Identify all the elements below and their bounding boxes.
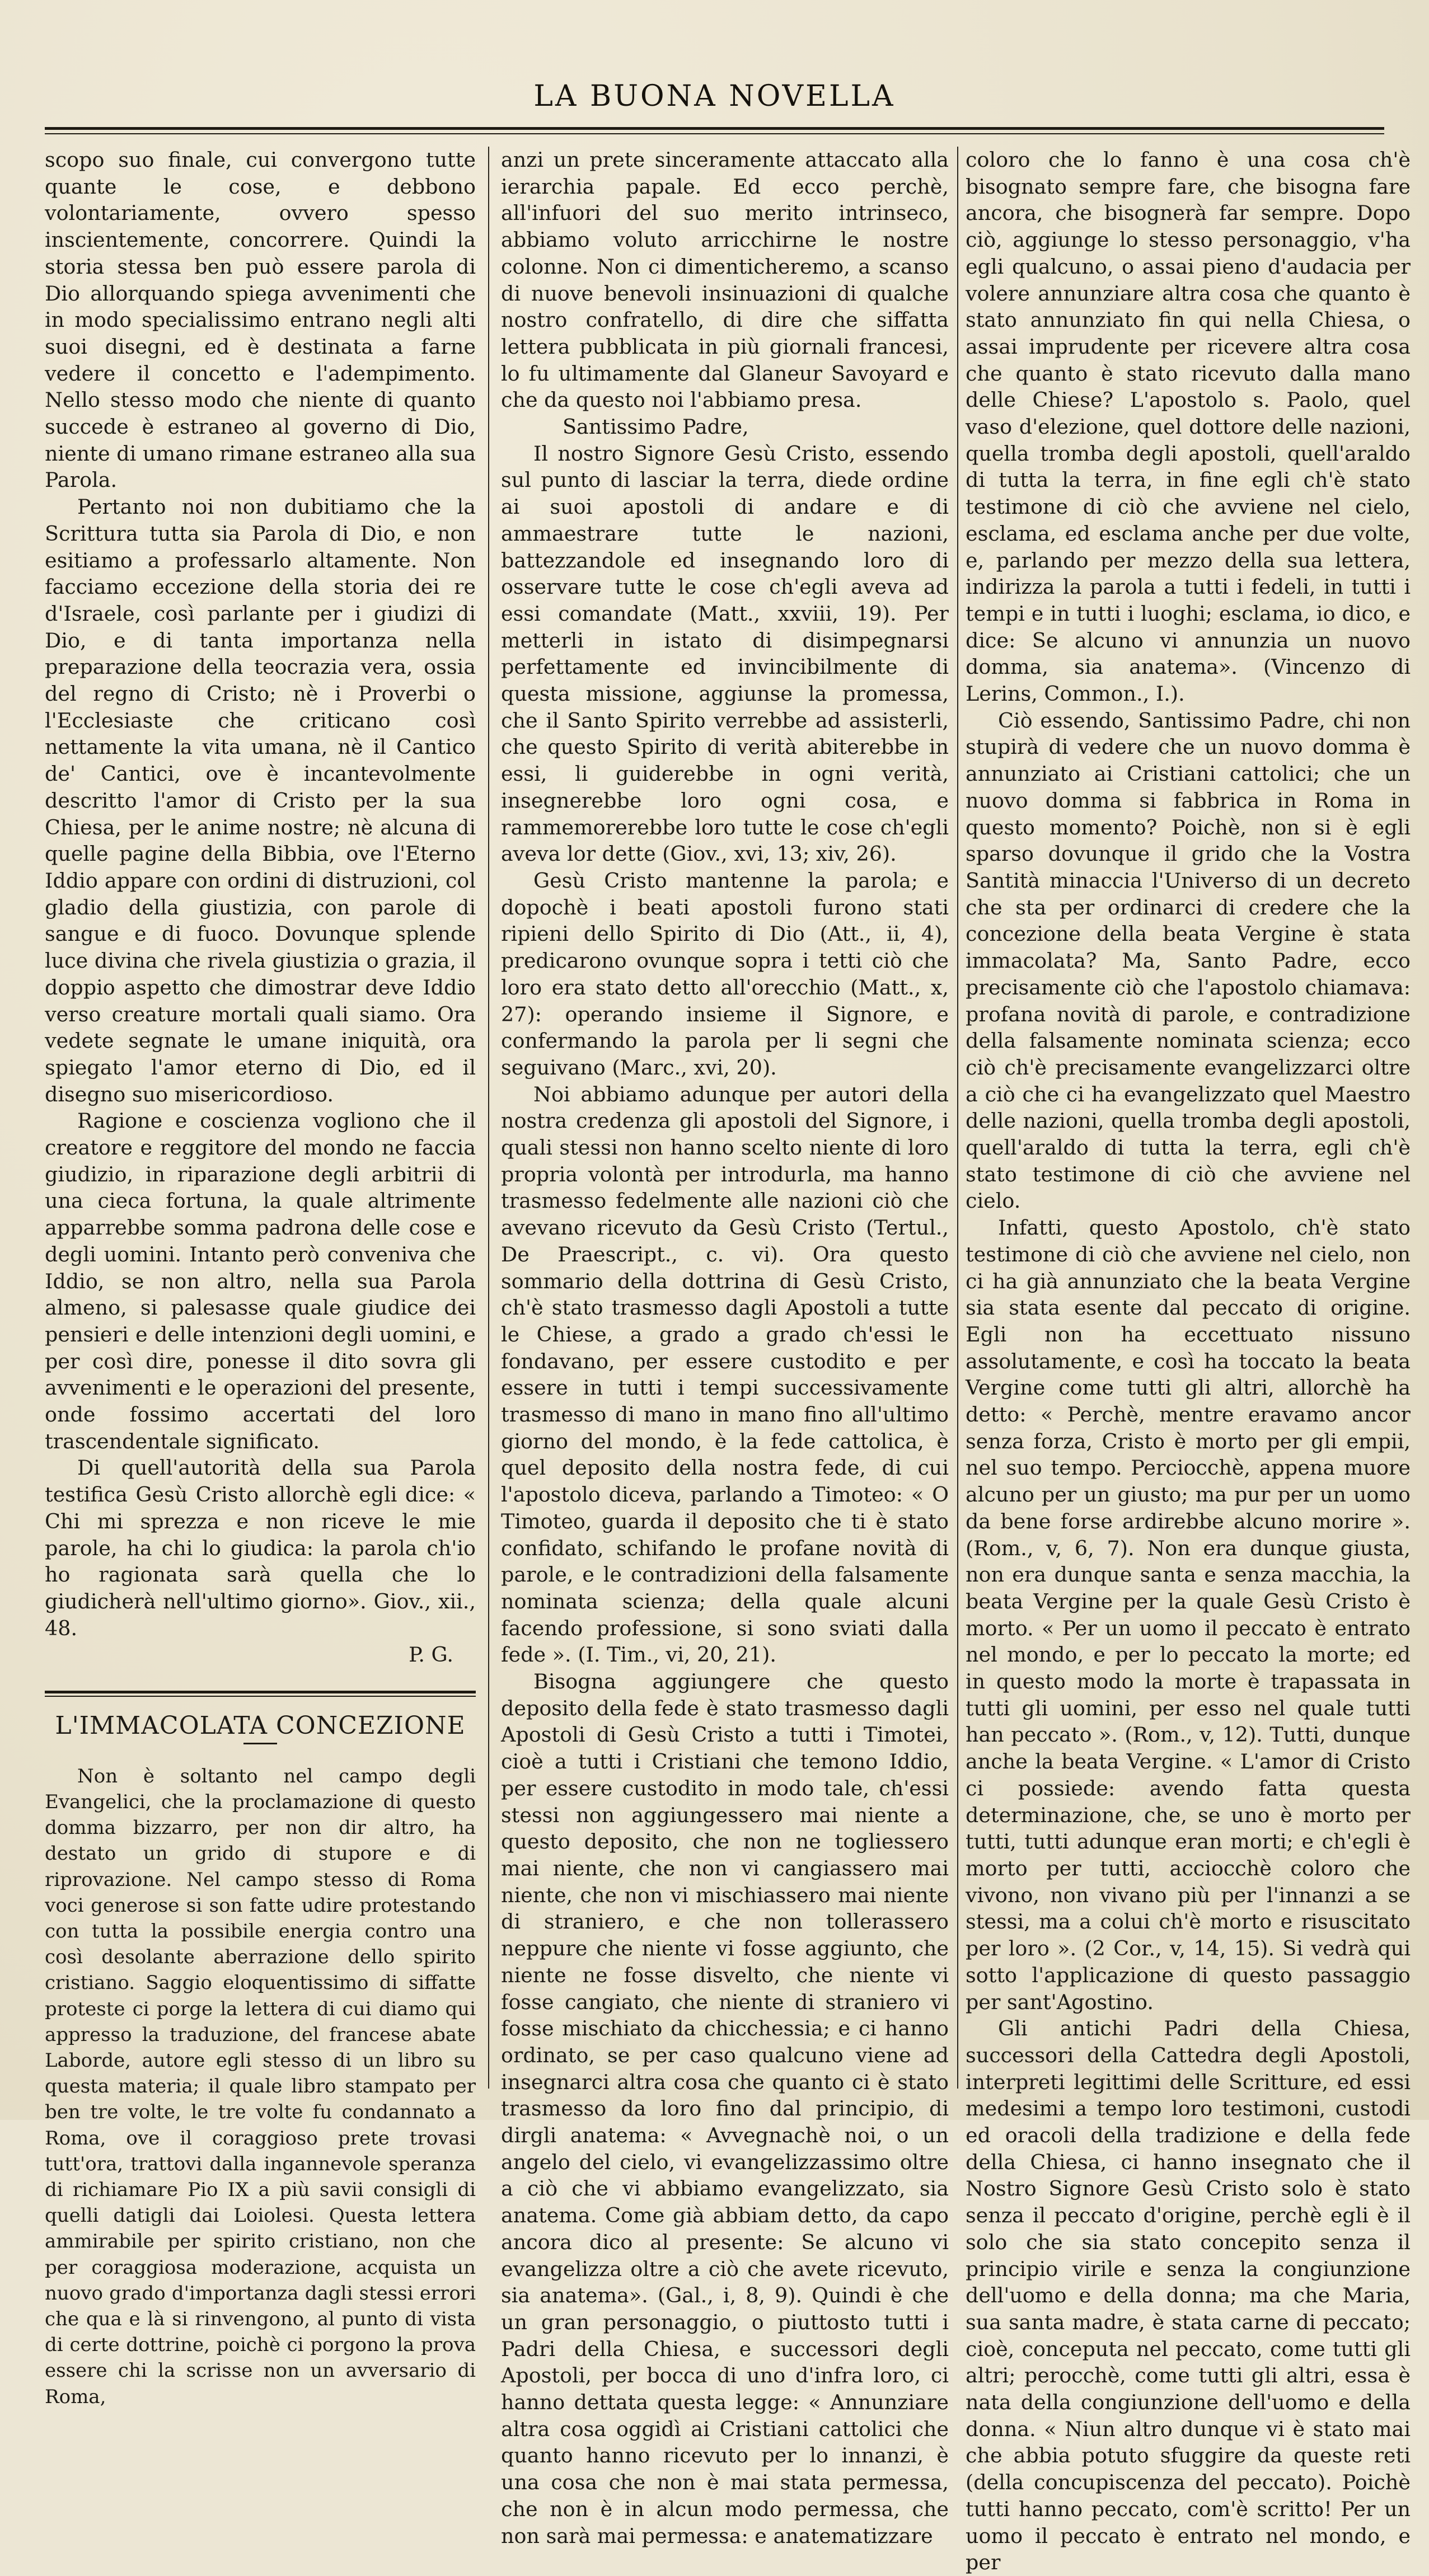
paragraph: anzi un prete sinceramente attaccato alla ierarchia papale. Ed ecco perchè, all'infuori del suo merito intrinseco, abbiamo voluto arricchirne le nostre colonne. Non ci dimenticheremo, a scanso di nuove benevoli insinuazioni di qualche nostro confratello, di dire che siffatta lettera pubblicata in più giornali francesi, lo fu ultimamente dal Glaneur Savoyard e che da questo noi l'abbiamo presa. — [501, 148, 949, 412]
header-rule-thin — [45, 133, 1384, 134]
paragraph: Bisogna aggiungere che questo deposito della fede è stato trasmesso dagli Apostoli di Gesù Cristo a tutti i Timotei, cioè a tutti i Cristiani che temono Iddio, per essere custodito in modo tale, ch'essi stessi non aggiungessero mai niente a questo deposito, che non ne togliessero mai niente, che non vi cangiassero mai niente, che non vi mischiassero mai niente di straniero, e che non tollerassero neppure che niente vi fosse aggiunto, che niente ne fosse disvelto, che niente vi fosse cangiato, che niente di straniero vi fosse mischiato da chicchessia; e ci hanno ordinato, se per caso qualcuno viene ad insegnarci altra cosa che quanto ci è stato trasmesso da loro fino dal principio, di dirgli anatema: « Avvegnachè noi, o un angelo del cielo, vi evangelizzassimo oltre a ciò che vi abbiamo evangelizzato, sia anatema. Come già abbiam detto, da capo ancora dico al presente: Se alcuno vi evangelizza oltre a ciò che avete ricevuto, sia anatema». (Gal., i, 8, 9). Quindi è che un gran personaggio, o piuttosto tutti i Padri della Chiesa, e successori degli Apostoli, per bocca di uno d'infra loro, ci hanno dettata questa legge: « Annunziare altra cosa oggidì ai Cristiani cattolici che quanto hanno ricevuto per lo innanzi, è una cosa che non è mai stata permessa, che non è in alcun modo permessa, che non sarà mai permessa: e anatematizzare — [501, 1669, 949, 2548]
paragraph: Di quell'autorità della sua Parola testifica Gesù Cristo allorchè egli dice: « Chi mi sprezza e non riceve le mie parole, ha chi lo giudica: la parola ch'io ho ragionata sarà quella che lo giudicherà nell'ultimo giorno». Giov., xii., 48. — [45, 1456, 476, 1640]
column-divider — [957, 147, 958, 2089]
column-divider — [488, 147, 489, 2089]
paragraph: Noi abbiamo adunque per autori della nostra credenza gli apostoli del Signore, i quali stessi non hanno scelto niente di loro propria volontà per introdurla, ma hanno trasmesso fedelmente alle nazioni ciò che avevano ricevuto da Gesù Cristo (Tertul., De Praescript., c. vi). Ora questo sommario della dottrina di Gesù Cristo, ch'è stato trasmesso dagli Apostoli a tutte le Chiese, a grado a grado ch'essi le fondavano, per essere custodito e per essere in tutti i tempi successivamente trasmesso di mano in mano fino all'ultimo giorno del mondo, è la fede cattolica, è quel deposito della nostra fede, di cui l'apostolo diceva, parlando a Timoteo: « O Timoteo, guarda il deposito che ti è stato confidato, schifando le profane novità di parole, e le contradizioni della falsamente nominata scienza; della quale alcuni facendo professione, si sono sviati dalla fede ». (I. Tim., vi, 20, 21). — [501, 1082, 949, 1667]
page-title: LA BUONA NOVELLA — [533, 79, 896, 113]
paragraph: Ciò essendo, Santissimo Padre, chi non stupirà di vedere che un nuovo domma è annunziato ai Cristiani cattolici; che un nuovo domma si fabbrica in Roma in questo momento? Poichè, non si è egli sparso dovunque il grido che la Vostra Santità minaccia l'Universo di un decreto che sta per ordinarci di credere che la concezione della beata Vergine è stata immacolata? Ma, Santo Padre, ecco precisamente ciò che l'apostolo chiamava: profana novità di parole, e contradizione della falsamente nominata scienza; ecco ciò ch'è precisamente evangelizzarci oltre a ciò che ci ha evangelizzato quel Maestro delle nazioni, quella tromba degli apostoli, quell'araldo di tutta la terra, egli ch'è stato testimone di ciò che avviene nel cielo. — [966, 708, 1411, 1213]
column-1 — [45, 147, 476, 2408]
section-heading: L'IMMACOLATA CONCEZIONE — [55, 1711, 466, 1740]
paragraph: coloro che lo fanno è una cosa ch'è bisognato sempre fare, che bisogna fare ancora, che bisognerà far sempre. Dopo ciò, aggiunge lo stesso personaggio, v'ha egli qualcuno, o assai pieno d'audacia per volere annunziare altra cosa che quanto è stato annunziato fin qui nella Chiesa, o assai imprudente per ricevere altra cosa che quanto è stato ricevuto dalla mano delle Chiese? L'apostolo s. Paolo, quel vaso d'elezione, quel dottore delle nazioni, quella tromba degli apostoli, quell'araldo di tutta la terra, in fine egli ch'è stato testimone di ciò che avviene nel cielo, esclama, ed esclama anche per due volte, e, parlando per mezzo della sua lettera, indirizza la parola a tutti i fedeli, in tutti i tempi e in tutti i luoghi; esclama, io dico, e dice: Se alcuno vi annunzia un nuovo domma, sia anatema». (Vincenzo di Lerins, Common., I.). — [966, 148, 1411, 706]
paragraph: Il nostro Signore Gesù Cristo, essendo sul punto di lasciar la terra, diede ordine ai suoi apostoli di andare e di ammaestrare tutte le nazioni, battezzandole ed insegnando loro di osservare tutte le cose ch'egli aveva ad essi comandate (Matt., xxviii, 19). Per metterli in istato di disimpegnarsi perfettamente ed invincibilmente di questa missione, aggiunse la promessa, che il Santo Spirito verrebbe ad assisterli, che questo Spirito di verità abiterebbe in essi, li guiderebbe in ogni verità, insegnerebbe loro ogni cosa, e rammemorerebbe loro tutte le cose ch'egli aveva lor dette (Giov., xvi, 13; xiv, 26). — [501, 441, 949, 866]
paragraph: Infatti, questo Apostolo, ch'è stato testimone di ciò che avviene nel cielo, non ci ha già annunziato che la beata Vergine sia stata esente dal peccato di origine. Egli non ha eccettuato nissuno assolutamente, e così ha toccato la beata Vergine come tutti gli altri, allorchè ha detto: « Perchè, mentre eravamo ancor senza forza, Cristo è morto per gli empii, nel suo tempo. Perciocchè, appena muore alcuno per un giusto; ma pur per un uomo da bene forse ardirebbe alcuno morire ». (Rom., v, 6, 7). Non era dunque giusta, non era dunque santa e senza macchia, la beata Vergine per la quale Gesù Cristo è morto. « Per un uomo il peccato è entrato nel mondo, e per lo peccato la morte; ed in questo modo la morte è trapassata in tutti gli uomini, per esso nel quale tutti han peccato ». (Rom., v, 12). Tutti, dunque anche la beata Vergine. « L'amor di Cristo ci possiede: avendo fatta questa determinazione, che, se uno è morto per tutti, tutti adunque eran morti; e ch'egli è morto per tutti, acciocchè coloro che vivono, non vivano più per l'innanzi a se stessi, ma a colui ch'è morto e risuscitato per loro ». (2 Cor., v, 14, 15). Si vedrà qui sotto l'applicazione di questo passaggio per sant'Agostino. — [966, 1216, 1411, 2014]
paragraph: scopo suo finale, cui convergono tutte quante le cose, e debbono volontariamente, ovvero spesso inscientemente, concorrere. Quindi la storia stessa ben può essere parola di Dio allorquando spiega avvenimenti che in modo specialissimo entrano negli alti suoi disegni, ed è destinata a farne vedere il concetto e l'adempimento. Nello stesso modo che niente di quanto succede è estraneo al governo di Dio, niente di umano rimane estraneo alla sua Parola. — [45, 148, 476, 492]
section-rule — [45, 1691, 476, 1693]
paragraph: Pertanto noi non dubitiamo che la Scrittura tutta sia Parola di Dio, e non esitiamo a professarlo altamente. Non facciamo eccezione della storia dei re d'Israele, così parlante per i giudizi di Dio, e di tanta importanza nella preparazione della teocrazia vera, ossia del regno di Cristo; nè i Proverbi o l'Ecclesiaste che criticano così nettamente la vita umana, nè il Cantico de' Cantici, ove è incantevolmente descritto l'amor di Cristo per la sua Chiesa, per le anime nostre; nè alcuna di quelle pagine della Bibbia, ove l'Eterno Iddio appare con ordini di distruzioni, col gladio della giustizia, con parole di sangue e di fuoco. Dovunque splende luce divina che rivela giustizia o grazia, il doppio aspetto che dimostrar deve Iddio verso creature mortali quali siamo. Ora vedete segnate le umane iniquità, ora spiegato l'amor eterno di Dio, ed il disegno suo misericordioso. — [45, 495, 476, 1106]
paragraph: Non è soltanto nel campo degli Evangelici, che la proclamazione di questo domma bizzarro, per non dir altro, ha destato un grido di stupore e di riprovazione. Nel campo stesso di Roma voci generose si son fatte udire protestando con tutta la possibile energia contro una così desolante aberrazione dello spirito cristiano. Saggio eloquentissimo di siffatte proteste ci porge la lettera di cui diamo qui appresso la traduzione, del francese abate Laborde, autore egli stesso di un libro su questa materia; il quale libro stampato per ben tre volte, le tre volte fu condannato a Roma, ove il coraggioso prete trovasi tutt'ora, trattovi dalla ingannevole speranza di richiamare Pio IX a più savii consigli di quelli datigli dai Loiolesi. Questa lettera ammirabile per spirito cristiano, non che per coraggiosa moderazione, acquista un nuovo grado d'importanza dagli stessi errori che qua e là si rinvengono, al punto di vista di certe dottrine, poichè ci porgono la prova essere chi la scrisse non un avversario di Roma, — [45, 1765, 476, 2408]
salutation: Santissimo Padre, — [563, 415, 749, 439]
header-rule — [45, 127, 1384, 130]
paragraph: Gesù Cristo mantenne la parola; e dopochè i beati apostoli furono stati ripieni dello Spirito di Dio (Att., ii, 4), predicarono ovunque sopra i tetti ciò che loro era stato detto all'orecchio (Matt., x, 27): operando insieme il Signore, e confermando la parola per li segni che seguivano (Marc., xvi, 20). — [501, 868, 949, 1080]
paragraph: Ragione e coscienza vogliono che il creatore e reggitore del mondo ne faccia giudizio, in riparazione degli arbitrii di una cieca fortuna, la quale altrimente apparrebbe somma padrona delle cose e degli uomini. Intanto però conveniva che Iddio, se non altro, nella sua Parola almeno, si palesasse quale giudice dei pensieri e delle intenzioni degli uomini, e per così dire, ponesse il dito sovra gli avvenimenti e le operazioni del presente, onde fossimo accertati del loro trascendentale significato. — [45, 1109, 476, 1453]
paragraph: Gli antichi Padri della Chiesa, successori della Cattedra degli Apostoli, interpreti legittimi delle Scritture, ed essi medesimi a tempo loro testimoni, custodi ed oracoli della tradizione e della fede della Chiesa, ci hanno insegnato che il Nostro Signore Gesù Cristo solo è stato senza il peccato d'origine, perchè egli è il solo che sia stato concepito senza il principio virile e senza la congiunzione dell'uomo e della donna; ma che Maria, sua santa madre, è stata carne di peccato; cioè, conceputa nel peccato, come tutti gli altri; perocchè, come tutti gli altri, essa è nata della congiunzione dell'uomo e della donna. « Niun altro dunque vi è stato mai che abbia potuto sfuggire da queste reti (della concupiscenza del peccato). Poichè tutti hanno peccato, com'è scritto! Per un uomo il peccato è entrato nel mondo, e per — [966, 2016, 1411, 2575]
column-3 — [966, 147, 1411, 2575]
section-rule-thin — [45, 1696, 476, 1697]
signature: P. G. — [409, 1643, 453, 1667]
masthead — [45, 67, 1384, 134]
column-2 — [501, 147, 949, 2548]
heading-dash — [243, 1743, 277, 1744]
